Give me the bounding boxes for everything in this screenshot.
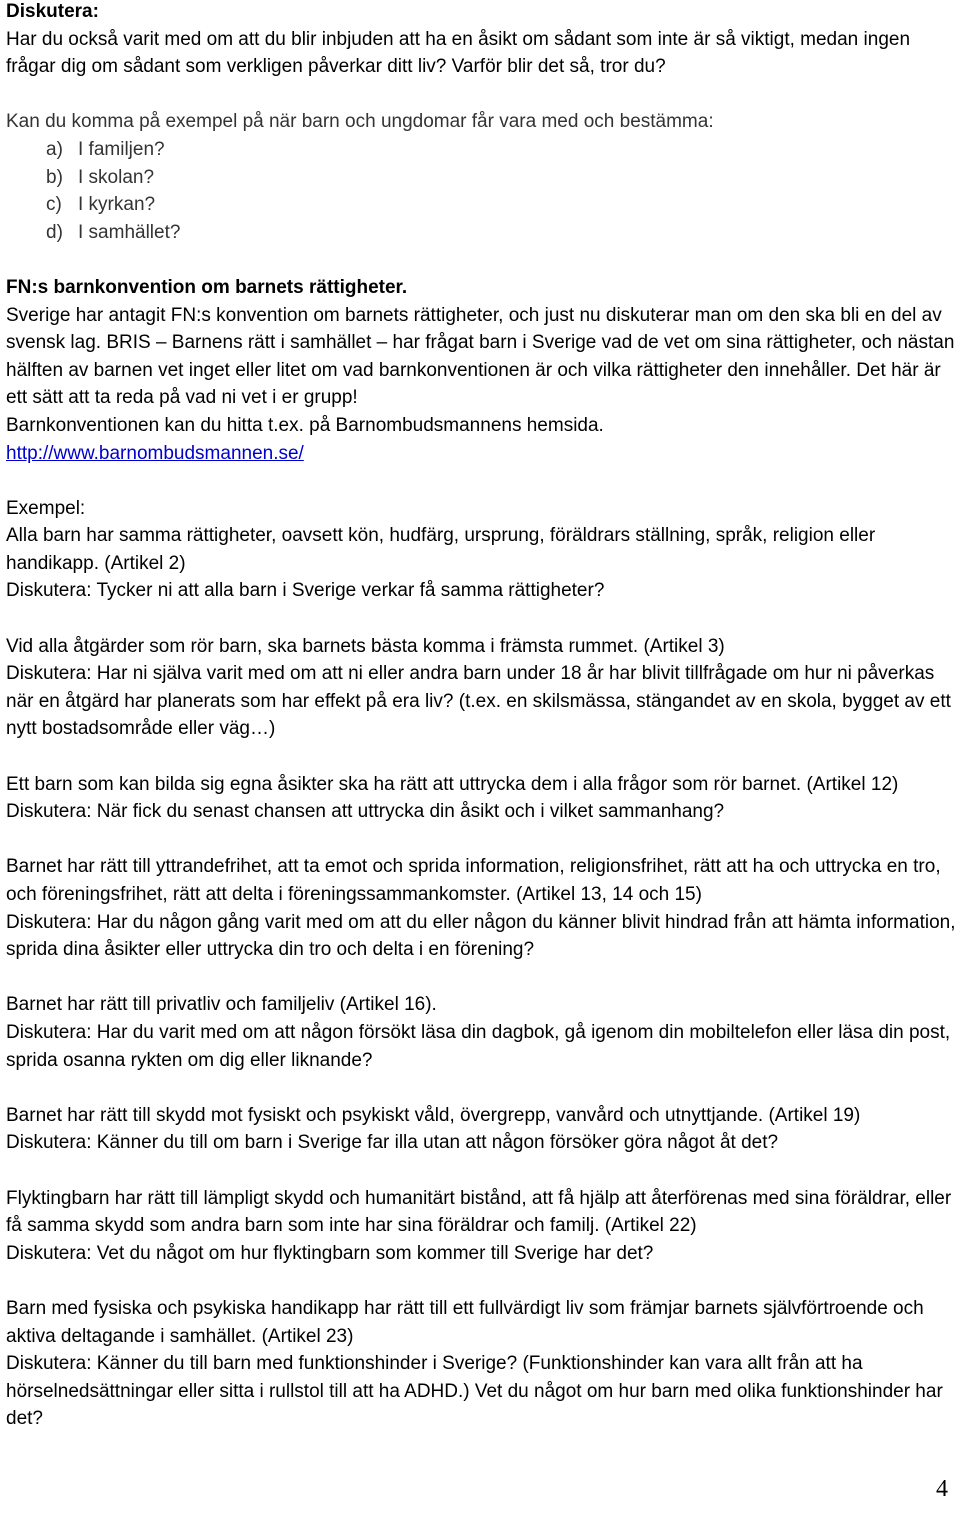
section-line: Exempel: — [6, 497, 86, 519]
spacer — [6, 467, 956, 495]
list-marker: a) — [46, 138, 63, 160]
section-line: Barnet har rätt till yttrandefrihet, att ta emot och sprida information, religionsfrihet, rätt att ha och uttrycka en tro, och föreningsfrihet, rätt att delta i föreningssammankomster. (Artikel 13, 14 och 15) — [6, 856, 941, 905]
section-article-16 — [6, 991, 956, 1074]
section-line: Barn med fysiska och psykiska handikapp har rätt till ett fullvärdigt liv som främjar barnets självförtroende och aktiva deltagande i samhället. (Artikel 23) — [6, 1297, 924, 1347]
barnombudsmannen-link[interactable]: http://www.barnombudsmannen.se/ — [6, 442, 304, 464]
section-line: Diskutera: Tycker ni att alla barn i Sverige verkar få samma rättigheter? — [6, 580, 605, 602]
examples-question: Kan du komma på exempel på när barn och ungdomar får vara med och bestämma: — [6, 111, 714, 133]
spacer — [6, 1267, 956, 1295]
section-article-19 — [6, 1102, 956, 1157]
section-article-23 — [6, 1295, 956, 1433]
list-item-text: I skolan? — [78, 166, 155, 188]
list-item-text: I samhället? — [78, 221, 181, 243]
section-article-13-15 — [6, 853, 956, 963]
section-line: Barnet har rätt till skydd mot fysiskt och psykiskt våld, övergrepp, vanvård och utnyttjande. (Artikel 19) — [6, 1104, 861, 1126]
section-article-3 — [6, 633, 956, 743]
section-article-22 — [6, 1185, 956, 1268]
list-marker: d) — [46, 221, 63, 243]
document-page — [6, 0, 956, 1433]
spacer — [6, 246, 956, 274]
list-item-text: I familjen? — [78, 138, 165, 160]
spacer — [6, 964, 956, 992]
intro-heading: Diskutera: — [6, 1, 99, 22]
section-line: Diskutera: Har du någon gång varit med om att du eller någon du känner blivit hindrad från att hämta information, sprida dina åsikter eller uttrycka din tro och delta i en förening? — [6, 911, 956, 961]
section-line: Diskutera: Har du varit med om att någon försökt läsa din dagbok, gå igenom din mobiltelefon eller läsa din post, sprida osanna rykten om dig eller liknande? — [6, 1021, 951, 1071]
section-line: Diskutera: Känner du till barn med funktionshinder i Sverige? (Funktionshinder kan vara allt från att ha hörselnedsättningar eller sitta i rullstol till att ha ADHD.) Vet du något om hur barn med olika funktionshinder har det? — [6, 1353, 943, 1430]
convention-heading: FN:s barnkonvention om barnets rättigheter. — [6, 276, 408, 298]
section-line: Flyktingbarn har rätt till lämpligt skydd och humanitärt bistånd, att få hjälp att återförenas med sina föräldrar, eller få samma skydd som andra barn som inte har sina föräldrar och familj. (Artikel 22) — [6, 1187, 952, 1237]
convention-find-text: Barnkonventionen kan du hitta t.ex. på Barnombudsmannens hemsida. — [6, 414, 604, 436]
section-line: Vid alla åtgärder som rör barn, ska barnets bästa komma i främsta rummet. (Artikel 3) — [6, 635, 725, 657]
spacer — [6, 605, 956, 633]
list-marker: b) — [46, 166, 63, 188]
list-item — [6, 164, 956, 192]
list-marker: c) — [46, 194, 62, 216]
spacer — [6, 743, 956, 771]
section-line: Diskutera: När fick du senast chansen att uttrycka din åsikt och i vilket sammanhang? — [6, 801, 725, 823]
convention-body: Sverige har antagit FN:s konvention om barnets rättigheter, och just nu diskuterar man om den ska bli en del av svensk lag. BRIS – Barnens rätt i samhället – har frågat barn i Sverige vad de vet om sina rättigheter, och nästan hälften av barnen vet inget eller litet om vad barnkonventionen är och vilka rättigheter den innehåller. Det här är ett sätt att ta reda på vad ni vet i er grupp! — [6, 304, 955, 409]
section-line: Diskutera: Har ni själva varit med om att ni eller andra barn under 18 år har blivit tillfrågade om hur ni påverkas när en åtgärd har planerats som har effekt på era liv? (t.ex. en skilsmässa, stängandet av en skola, bygget av ett nytt bostadsområde eller väg…) — [6, 663, 951, 740]
section-line: Alla barn har samma rättigheter, oavsett kön, hudfärg, ursprung, föräldrars ställning, språk, religion eller handikapp. (Artikel 2) — [6, 525, 876, 574]
section-line: Diskutera: Känner du till om barn i Sverige far illa utan att någon försöker göra något åt det? — [6, 1132, 779, 1154]
section-article-12 — [6, 771, 956, 826]
section-article-2 — [6, 495, 956, 605]
spacer — [6, 826, 956, 854]
examples-list — [6, 136, 956, 246]
list-item — [6, 136, 956, 164]
section-line: Barnet har rätt till privatliv och familjeliv (Artikel 16). — [6, 994, 437, 1016]
list-item-text: I kyrkan? — [78, 194, 156, 216]
intro-paragraph: Har du också varit med om att du blir inbjuden att ha en åsikt om sådant som inte är så viktigt, medan ingen frågar dig om sådant som verkligen påverkar ditt liv? Varför blir det så, tror du? — [6, 28, 911, 78]
spacer — [6, 81, 956, 109]
section-line: Diskutera: Vet du något om hur flyktingbarn som kommer till Sverige har det? — [6, 1242, 654, 1264]
spacer — [6, 1157, 956, 1185]
spacer — [6, 1074, 956, 1102]
section-line: Ett barn som kan bilda sig egna åsikter ska ha rätt att uttrycka dem i alla frågor som rör barnet. (Artikel 12) — [6, 773, 899, 795]
page-number: 4 — [936, 1476, 948, 1502]
list-item — [6, 219, 956, 247]
list-item — [6, 191, 956, 219]
